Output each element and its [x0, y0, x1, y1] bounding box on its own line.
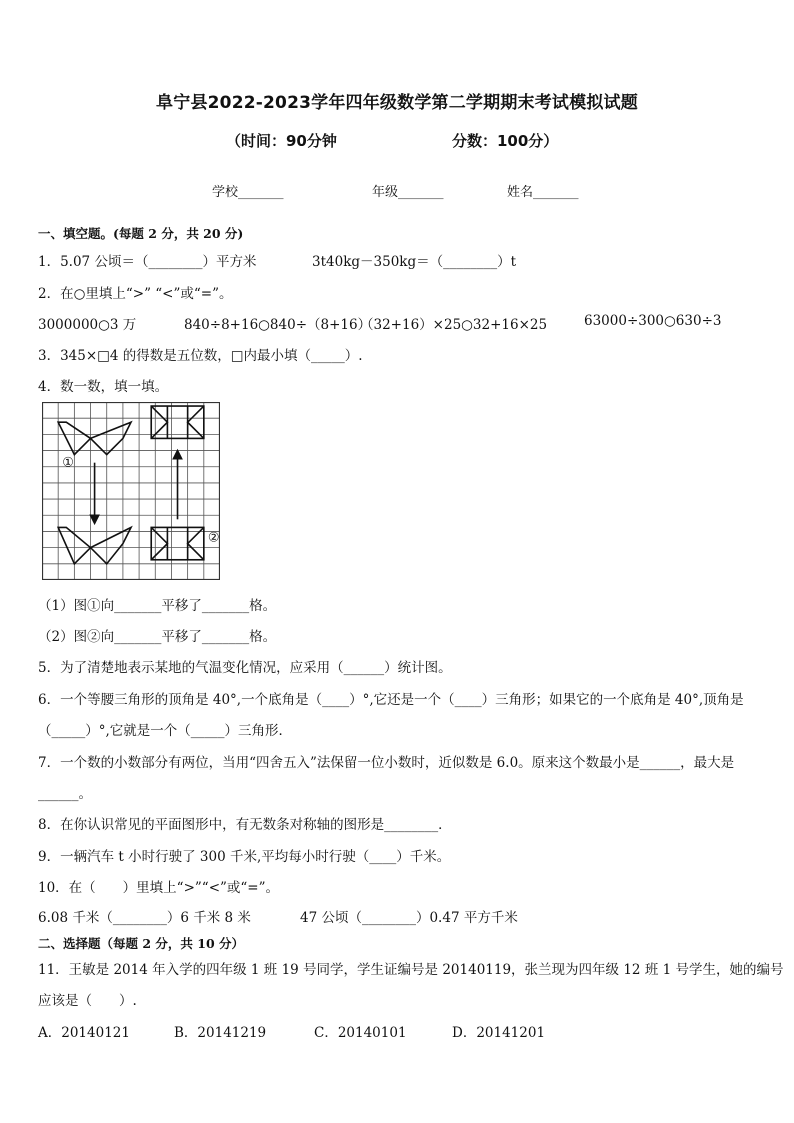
question-2d: 63000÷300○630÷3 — [584, 313, 722, 329]
arrow-down-icon — [91, 463, 99, 524]
section1-heading: 一、填空题。(每题 2 分，共 20 分) — [38, 226, 244, 241]
option-a[interactable]: A．20140121 — [38, 1025, 130, 1041]
question-6b: （_____）°,它就是一个（_____）三角形． — [38, 723, 293, 739]
question-2a: 3000000○3 万 — [38, 317, 137, 333]
question-1a: 1．5.07 公顷＝（________）平方米 — [38, 254, 257, 270]
time-info: （时间：90分钟 — [226, 132, 337, 150]
arrow-up-icon — [173, 451, 181, 520]
school-field[interactable]: 学校_______ — [212, 185, 284, 200]
page-title: 阜宁县2022-2023学年四年级数学第二学期期末考试模拟试题 — [156, 93, 638, 113]
question-2c: （32+16）×25○32+16×25 — [360, 317, 548, 333]
question-7b: ______。 — [38, 786, 92, 802]
score-info: 分数：100分） — [452, 132, 559, 150]
hourglass-shape-2-original — [151, 527, 204, 559]
question-4a: （1）图①向_______平移了_______格。 — [38, 598, 277, 614]
hourglass-shape-2 — [151, 406, 204, 438]
question-11b: 应该是（ ）. — [38, 993, 137, 1009]
option-b[interactable]: B．20141219 — [174, 1025, 267, 1041]
option-c[interactable]: C．20140101 — [314, 1025, 407, 1041]
question-7a: 7．一个数的小数部分有两位，当用“四舍五入”法保留一位小数时，近似数是 6.0。原来这个数最小是______，最大是 — [38, 755, 735, 771]
question-8: 8．在你认识常见的平面图形中，有无数条对称轴的图形是________． — [38, 817, 452, 833]
grade-field[interactable]: 年级_______ — [372, 185, 444, 200]
question-1b: 3t40kg－350kg＝（________）t — [312, 254, 517, 270]
question-11a: 11．王敏是 2014 年入学的四年级 1 班 19 号同学，学生证编号是 20140119，张兰现为四年级 12 班 1 号学生，她的编号 — [38, 962, 784, 978]
butterfly-shape-1-moved — [58, 527, 131, 563]
translation-grid-figure — [42, 402, 220, 580]
question-2b: 840÷8+16○840÷（8+16） — [184, 317, 372, 333]
question-10a: 6.08 千米（________）6 千米 8 米 — [38, 910, 251, 926]
section2-heading: 二、选择题（每题 2 分，共 10 分） — [38, 936, 245, 951]
question-4: 4．数一数，填一填。 — [38, 379, 169, 395]
question-9: 9．一辆汽车 t 小时行驶了 300 千米,平均每小时行驶（____）千米。 — [38, 849, 451, 865]
question-4b: （2）图②向_______平移了_______格。 — [38, 629, 277, 645]
question-5: 5．为了清楚地表示某地的气温变化情况，应采用（______）统计图。 — [38, 660, 452, 676]
option-d[interactable]: D．20141201 — [452, 1025, 546, 1041]
question-10: 10．在（ ）里填上“>”“<”或“=”。 — [38, 880, 280, 896]
name-field[interactable]: 姓名_______ — [507, 185, 579, 200]
question-2: 2．在○里填上“>” “<”或“=”。 — [38, 286, 233, 302]
question-10b: 47 公顷（________）0.47 平方千米 — [300, 910, 518, 926]
butterfly-shape-1 — [58, 422, 131, 454]
question-3: 3．345×□4 的得数是五位数，□内最小填（_____）. — [38, 348, 363, 364]
figure-label-1: ① — [62, 455, 75, 471]
figure-label-2: ② — [207, 530, 220, 546]
question-6a: 6．一个等腰三角形的顶角是 40°,一个底角是（____）°,它还是一个（____）三角形；如果它的一个底角是 40°,顶角是 — [38, 692, 744, 708]
